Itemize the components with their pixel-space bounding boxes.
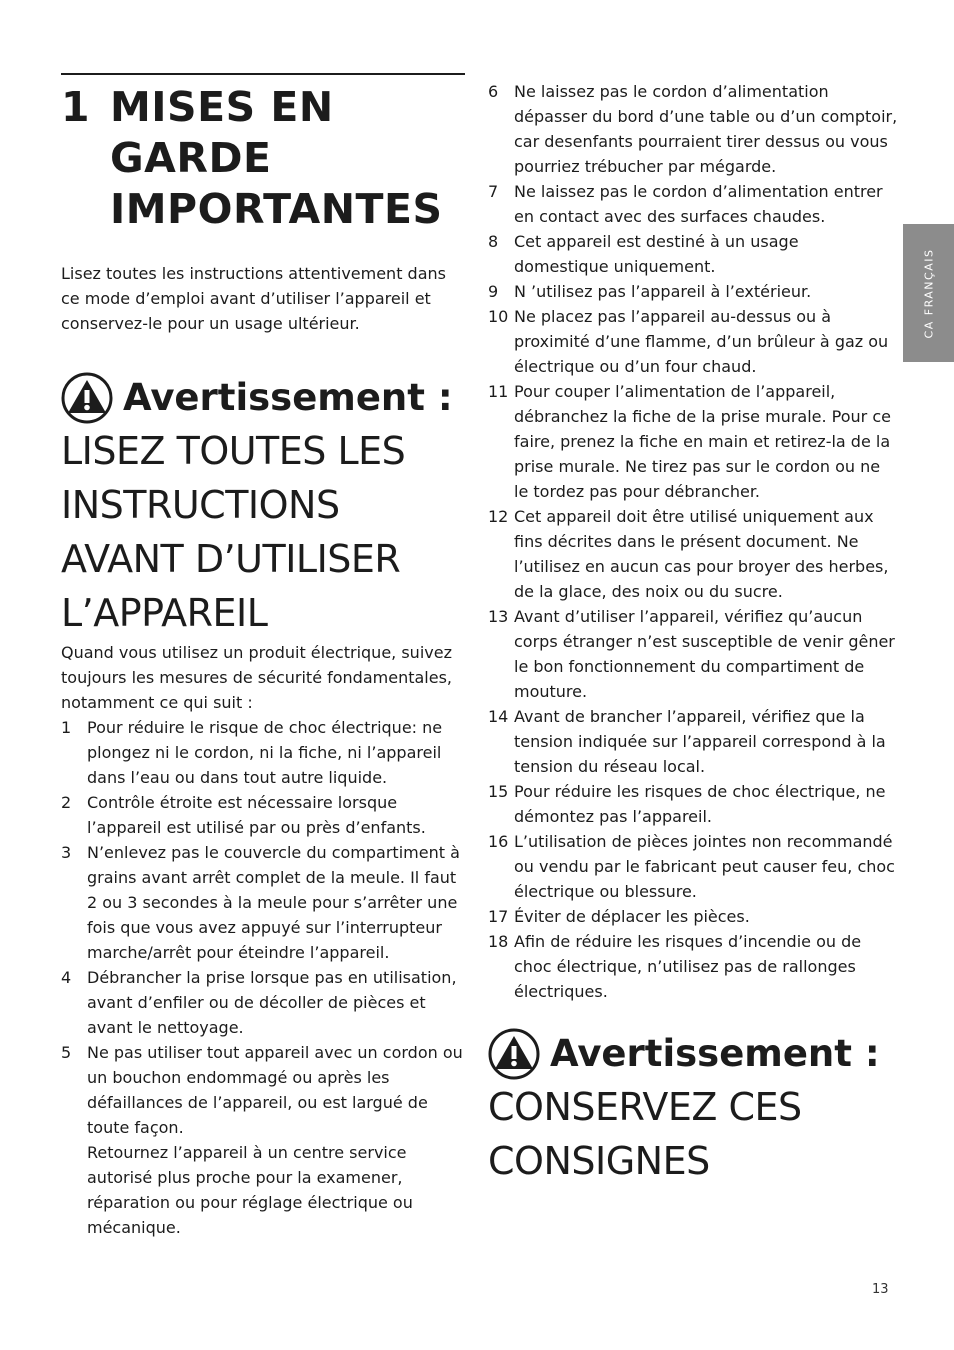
- list-item-text: [514, 179, 898, 229]
- warning-block-1: [61, 372, 469, 715]
- list-item-number: 7: [488, 182, 499, 201]
- list-item-text: [514, 929, 898, 1004]
- list-item-text: [87, 965, 469, 1040]
- list-item-text: [514, 304, 898, 379]
- list-item-number: 13: [488, 607, 509, 626]
- warning-heading-2: [488, 1028, 898, 1080]
- list-item-body: Pour réduire le risque de choc électrique: ne plongez ni le cordon, ni la fiche, ni l’appareil dans l’eau ou dans tout autre liquide.: [87, 718, 443, 787]
- list-item-number: 5: [61, 1043, 72, 1062]
- list-item-text: [87, 1040, 469, 1240]
- chapter-number: 1: [61, 83, 91, 131]
- list-item-text: [514, 779, 898, 829]
- list-item-body: N’enlevez pas le couvercle du compartiment à grains avant arrêt complet de la meule. Il faut 2 ou 3 secondes à la meule pour s’arrêter une fois que vous avez appuyé sur l’interrupteur marche/arrêt pour éteindre l’appareil.: [87, 843, 460, 962]
- list-item-text: [87, 840, 469, 965]
- list-item: [61, 840, 469, 965]
- list-item: [488, 179, 898, 229]
- chapter-heading: [61, 82, 469, 235]
- list-item: [488, 504, 898, 604]
- list-item-number: 6: [488, 82, 499, 101]
- list-item: [61, 1040, 469, 1240]
- list-item-number: 12: [488, 507, 509, 526]
- list-item: [488, 79, 898, 179]
- language-tab-label: CA FRANÇAIS: [922, 248, 936, 338]
- list-item-number: 11: [488, 382, 509, 401]
- list-item: [61, 790, 469, 840]
- right-column: [488, 79, 898, 1188]
- list-item-body: Débrancher la prise lorsque pas en utilisation, avant d’enfiler ou de décoller de pièces et avant le nettoyage.: [87, 968, 457, 1037]
- page-number: 13: [872, 1282, 889, 1297]
- list-item: [488, 379, 898, 504]
- list-item-number: 10: [488, 307, 509, 326]
- safety-list-left: [61, 715, 469, 1240]
- list-item-body: N ’utilisez pas l’appareil à l’extérieur.: [514, 282, 812, 301]
- list-item-number: 17: [488, 907, 509, 926]
- list-item-number: 3: [61, 843, 72, 862]
- warning-heading-text-2: Avertissement :: [550, 1032, 880, 1075]
- warning-triangle-icon: [488, 1028, 540, 1080]
- list-item-body: Pour réduire les risques de choc électrique, ne démontez pas l’appareil.: [514, 782, 886, 826]
- left-column: [61, 82, 469, 1240]
- list-item-body: Éviter de déplacer les pièces.: [514, 907, 750, 926]
- list-item: [488, 279, 898, 304]
- list-item: [488, 229, 898, 279]
- warning-subheading-1: LISEZ TOUTES LES INSTRUCTIONS AVANT D’UTILISER L’APPAREIL: [61, 429, 406, 635]
- list-item-number: 14: [488, 707, 509, 726]
- intro-paragraph: Lisez toutes les instructions attentivement dans ce mode d’emploi avant d’utiliser l’appareil et conservez-le pour un usage ultérieur.: [61, 264, 446, 333]
- list-item-extra: Retournez l’appareil à un centre service autorisé plus proche pour la examener, réparation ou pour réglage électrique ou mécanique.: [87, 1143, 413, 1237]
- list-item-number: 8: [488, 232, 499, 251]
- warning-block-2: [488, 1028, 898, 1188]
- chapter-title: MISES EN GARDE IMPORTANTES: [110, 83, 443, 233]
- list-item-body: Cet appareil est destiné à un usage domestique uniquement.: [514, 232, 799, 276]
- list-item-number: 18: [488, 932, 509, 951]
- list-item: [488, 604, 898, 704]
- list-item-text: [514, 504, 898, 604]
- list-item: [488, 904, 898, 929]
- list-item-body: Ne laissez pas le cordon d’alimentation dépasser du bord d’une table ou d’un comptoir, car desenfants pourraient tirer dessus ou vous pourriez trébucher par mégarde.: [514, 82, 898, 176]
- list-item: [61, 715, 469, 790]
- warning-triangle-icon: [61, 372, 113, 424]
- list-item: [488, 304, 898, 379]
- list-item-number: 16: [488, 832, 509, 851]
- warning-heading-1: [61, 372, 469, 424]
- list-item-body: Contrôle étroite est nécessaire lorsque l’appareil est utilisé par ou près d’enfants.: [87, 793, 426, 837]
- list-item-body: Ne laissez pas le cordon d’alimentation entrer en contact avec des surfaces chaudes.: [514, 182, 883, 226]
- list-item-body: Pour couper l’alimentation de l’appareil, débranchez la fiche de la prise murale. Pour ce faire, prenez la fiche en main et retirez-la de la prise murale. Ne tirez pas sur le cordon ou ne le tordez pas pour débrancher.: [514, 382, 891, 501]
- list-item-text: [514, 704, 898, 779]
- list-item-number: 4: [61, 968, 72, 987]
- list-item-number: 1: [61, 718, 72, 737]
- language-tab: [903, 224, 954, 362]
- list-item-body: Cet appareil doit être utilisé uniquement aux fins décrites dans le présent document. Ne l’utilisez en aucun cas pour broyer des herbes, de la glace, des noix ou du sucre.: [514, 507, 889, 601]
- list-item-text: [514, 279, 898, 304]
- list-item-body: Afin de réduire les risques d’incendie ou de choc électrique, n’utilisez pas de rallonges électriques.: [514, 932, 862, 1001]
- list-item-number: 15: [488, 782, 509, 801]
- safety-list-right: [488, 79, 898, 1004]
- list-item-body: Ne placez pas l’appareil au-dessus ou à proximité d’une flamme, d’un brûleur à gaz ou électrique ou d’un four chaud.: [514, 307, 889, 376]
- list-item-text: [514, 379, 898, 504]
- list-item-body: L’utilisation de pièces jointes non recommandé ou vendu par le fabricant peut causer feu, choc électrique ou blessure.: [514, 832, 895, 901]
- warning-heading-text-1: Avertissement :: [123, 376, 453, 419]
- list-item-text: [514, 604, 898, 704]
- warning-subheading-2: CONSERVEZ CES CONSIGNES: [488, 1085, 802, 1183]
- list-item-text: [514, 904, 898, 929]
- list-item-text: [87, 715, 469, 790]
- list-item: [488, 704, 898, 779]
- list-item-body: Avant de brancher l’appareil, vérifiez que la tension indiquée sur l’appareil correspond à la tension du réseau local.: [514, 707, 886, 776]
- list-item-body: Avant d’utiliser l’appareil, vérifiez qu’aucun corps étranger n’est susceptible de venir gêner le bon fonctionnement du compartiment de mouture.: [514, 607, 895, 701]
- list-item-text: [514, 829, 898, 904]
- list-item-text: [87, 790, 469, 840]
- list-item-text: [514, 229, 898, 279]
- chapter-rule: [61, 73, 465, 75]
- list-item: [488, 929, 898, 1004]
- list-item: [61, 965, 469, 1040]
- list-item: [488, 829, 898, 904]
- list-item-number: 9: [488, 282, 499, 301]
- list-item-text: [514, 79, 898, 179]
- list-item-number: 2: [61, 793, 72, 812]
- list-item: [488, 779, 898, 829]
- list-item-body: Ne pas utiliser tout appareil avec un cordon ou un bouchon endommagé ou après les défaillances de l’appareil, ou est largué de toute façon.: [87, 1043, 463, 1137]
- warning-lead: Quand vous utilisez un produit électrique, suivez toujours les mesures de sécurité fondamentales, notamment ce qui suit :: [61, 643, 452, 712]
